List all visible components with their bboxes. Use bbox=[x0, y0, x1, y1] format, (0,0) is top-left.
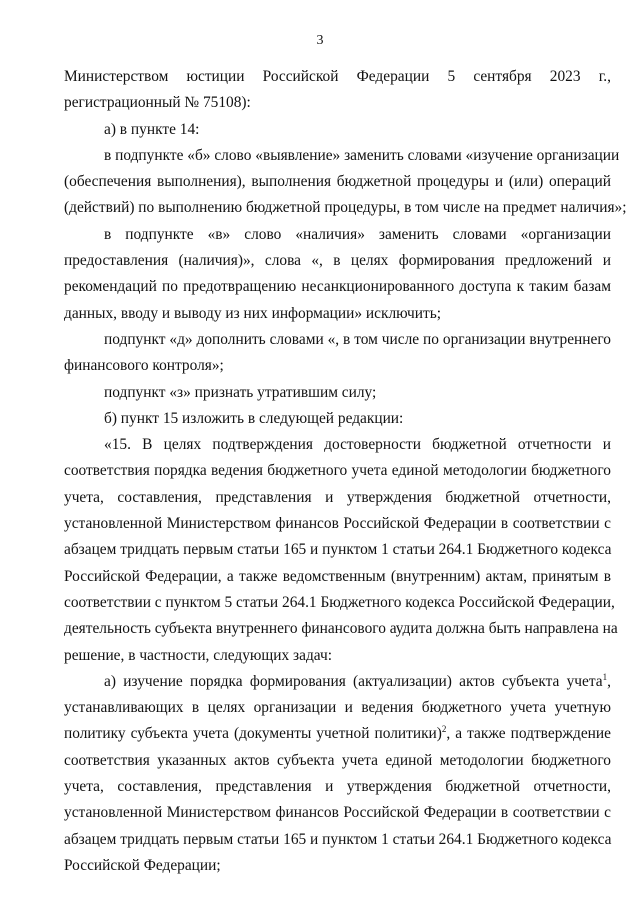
text-line bbox=[64, 669, 611, 695]
text-line: финансового контроля»; bbox=[64, 357, 224, 375]
text-line: абзацем тридцать первым статьи 165 и пунктом 1 статьи 264.1 Бюджетного кодекса bbox=[64, 830, 612, 848]
text-line: решение, в частности, следующих задач: bbox=[64, 646, 333, 664]
text-line: данных, вводу и выводу из них информации» исключить; bbox=[64, 304, 442, 322]
footnote-ref: 2 bbox=[441, 724, 447, 735]
text-line: абзацем тридцать первым статьи 165 и пунктом 1 статьи 264.1 Бюджетного кодекса bbox=[64, 541, 612, 559]
text-line: установленной Министерством финансов Российской Федерации в соответствии с bbox=[64, 804, 611, 822]
text-line: Российской Федерации, а также ведомственным (внутренним) актам, принятым в bbox=[64, 567, 611, 585]
text-line: учета, составления, представления и утверждения бюджетной отчетности, bbox=[64, 778, 611, 796]
text-segment: а) изучение порядка формирования (актуализации) актов субъекта учета bbox=[104, 672, 603, 690]
footnote-ref: 1 bbox=[602, 671, 608, 682]
text-line: а) в пункте 14: bbox=[104, 120, 200, 138]
text-line: (обеспечения выполнения), выполнения бюджетной процедуры и (или) операций bbox=[64, 173, 611, 191]
text-line: рекомендаций по предотвращению несанкционированного доступа к таким базам bbox=[64, 278, 611, 296]
text-line: в подпункте «б» слово «выявление» заменить словами «изучение организации bbox=[104, 146, 620, 164]
text-line: предоставления (наличия)», слова «, в целях формирования предложений и bbox=[64, 252, 611, 270]
text-line: соответствия порядка ведения бюджетного учета единой методологии бюджетного bbox=[64, 462, 611, 480]
text-line: «15. В целях подтверждения достоверности бюджетной отчетности и bbox=[104, 436, 611, 454]
text-line: установленной Министерством финансов Российской Федерации в соответствии с bbox=[64, 515, 611, 533]
text-line: в подпункте «в» слово «наличия» заменить словами «организации bbox=[104, 225, 611, 243]
text-segment: политику субъекта учета (документы учетной политики) bbox=[64, 725, 442, 743]
text-line: устанавливающих в целях организации и ведения бюджетного учета учетную bbox=[64, 699, 611, 717]
text-line: б) пункт 15 изложить в следующей редакции: bbox=[104, 409, 404, 427]
text-line: учета, составления, представления и утверждения бюджетной отчетности, bbox=[64, 488, 611, 506]
text-line: подпункт «д» дополнить словами «, в том числе по организации внутреннего bbox=[104, 330, 611, 348]
page-number: 3 bbox=[316, 33, 324, 48]
text-line: соответствии с пунктом 5 статьи 264.1 Бюджетного кодекса Российской Федерации, bbox=[64, 593, 615, 611]
text-line: (действий) по выполнению бюджетной процедуры, в том числе на предмет наличия»; bbox=[64, 199, 627, 217]
text-line: Министерством юстиции Российской Федерации 5 сентября 2023 г., bbox=[64, 68, 611, 85]
text-line: подпункт «з» признать утратившим силу; bbox=[104, 383, 377, 401]
text-line: деятельность субъекта внутреннего финансового аудита должна быть направлена на bbox=[64, 620, 618, 638]
text-segment: , bbox=[607, 672, 611, 690]
document-body bbox=[64, 64, 627, 879]
text-segment: , а также подтверждение bbox=[446, 725, 611, 743]
text-line: Российской Федерации; bbox=[64, 856, 221, 874]
text-line: соответствия указанных актов субъекта учета единой методологии бюджетного bbox=[64, 751, 611, 769]
text-line bbox=[64, 721, 611, 747]
text-line: регистрационный № 75108): bbox=[64, 94, 251, 112]
